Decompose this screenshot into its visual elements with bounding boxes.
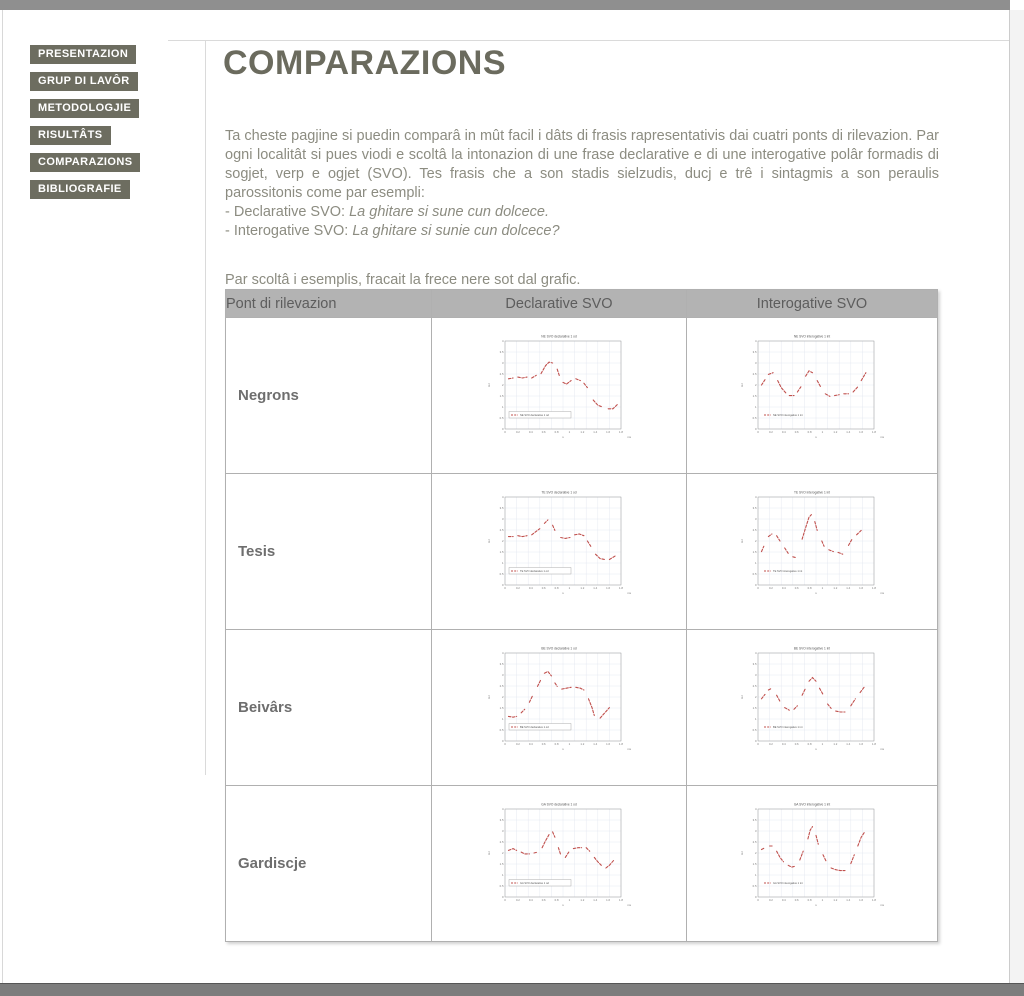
svg-text:Hz: Hz bbox=[487, 695, 491, 699]
svg-text:BE SVO interogative 1 int: BE SVO interogative 1 int bbox=[793, 646, 831, 651]
svg-text:0: 0 bbox=[754, 739, 757, 743]
example-interogative bbox=[225, 222, 939, 241]
svg-text:0.4: 0.4 bbox=[781, 586, 786, 590]
svg-text:1.2: 1.2 bbox=[580, 586, 585, 590]
table-row-tesis bbox=[226, 474, 938, 630]
svg-text:0.6: 0.6 bbox=[541, 586, 546, 590]
svg-text:s: s bbox=[562, 435, 564, 439]
svg-text:ms: ms bbox=[627, 747, 631, 751]
svg-text:TE SVO declarative 1 od: TE SVO declarative 1 od bbox=[541, 490, 577, 495]
svg-text:1.5: 1.5 bbox=[752, 706, 757, 710]
svg-text:1.6: 1.6 bbox=[606, 586, 611, 590]
svg-text:1: 1 bbox=[754, 873, 757, 877]
svg-text:s: s bbox=[815, 435, 817, 439]
svg-text:BE SVO declarative 1 od: BE SVO declarative 1 od bbox=[541, 646, 577, 651]
svg-text:3.5: 3.5 bbox=[752, 350, 757, 354]
header-pont-di-rilevazion: Pont di rilevazion bbox=[226, 290, 432, 318]
svg-text:s: s bbox=[562, 591, 564, 595]
svg-text:0: 0 bbox=[501, 895, 504, 899]
svg-text:0.4: 0.4 bbox=[781, 742, 786, 746]
table-header-row bbox=[226, 290, 938, 318]
svg-text:0.8: 0.8 bbox=[807, 430, 812, 434]
svg-text:1.8: 1.8 bbox=[619, 586, 623, 590]
row-label-gardiscje: Gardiscje bbox=[226, 786, 432, 942]
svg-text:1.6: 1.6 bbox=[606, 430, 611, 434]
sidebar-item-bibliografie[interactable]: BIBLIOGRAFIE bbox=[30, 180, 130, 199]
svg-text:0: 0 bbox=[757, 586, 759, 590]
svg-text:1.8: 1.8 bbox=[619, 430, 623, 434]
intro-paragraph: Ta cheste pagjine si puedin comparâ in mût facil i dâts di frasis rapresentativis dai cuatri ponts di rilevazion. Par ogni localitât si pues viodi e scoltâ la intonazion di une frase declarative e di une interogative polâr formadis di sogjet, verp e ogjet (SVO). Tes frasis che a son stadis sielzudis, ducj e trê i sintagmis a son peraulis parossitonis come par esempli: bbox=[225, 127, 939, 201]
svg-text:GA SVO interogative 1 int: GA SVO interogative 1 int bbox=[793, 802, 831, 807]
svg-text:ms: ms bbox=[880, 747, 884, 751]
svg-text:0.6: 0.6 bbox=[541, 898, 546, 902]
svg-text:1: 1 bbox=[821, 898, 824, 902]
header-interogative-svo: Interogative SVO bbox=[687, 290, 938, 318]
svg-text:3: 3 bbox=[501, 673, 504, 677]
example-declarative-label: - Declarative SVO: bbox=[225, 204, 346, 220]
svg-text:0.2: 0.2 bbox=[515, 898, 520, 902]
example-sentences bbox=[225, 203, 939, 241]
svg-text:3.5: 3.5 bbox=[499, 662, 504, 666]
svg-text:0.5: 0.5 bbox=[499, 572, 504, 576]
svg-text:NE SVO declarative 1 od: NE SVO declarative 1 od bbox=[520, 414, 549, 417]
listen-instruction: Par scoltâ i esemplis, fracait la frece nere sot dal grafic. bbox=[225, 271, 581, 288]
svg-text:2: 2 bbox=[501, 695, 504, 699]
pitch-chart-negrons-declarative bbox=[484, 332, 634, 454]
row-label-tesis: Tesis bbox=[226, 474, 432, 630]
svg-text:0.6: 0.6 bbox=[794, 430, 799, 434]
example-declarative-sentence: La ghitare si sune cun dolcece. bbox=[349, 204, 550, 220]
header-declarative-svo: Declarative SVO bbox=[432, 290, 687, 318]
svg-text:1: 1 bbox=[568, 586, 571, 590]
row-label-negrons: Negrons bbox=[226, 318, 432, 474]
svg-text:2: 2 bbox=[754, 695, 757, 699]
pitch-chart-beivars-interogative bbox=[737, 644, 887, 766]
svg-text:0: 0 bbox=[754, 895, 757, 899]
page-title: COMPARAZIONS bbox=[223, 44, 507, 82]
svg-text:TE SVO interogative 1 int: TE SVO interogative 1 int bbox=[773, 570, 803, 573]
row-label-beivars: Beivârs bbox=[226, 630, 432, 786]
svg-text:s: s bbox=[562, 903, 564, 907]
svg-text:4: 4 bbox=[754, 339, 757, 343]
svg-text:0: 0 bbox=[501, 739, 504, 743]
svg-text:1: 1 bbox=[754, 405, 757, 409]
svg-text:Hz: Hz bbox=[740, 383, 744, 387]
svg-text:1: 1 bbox=[821, 430, 824, 434]
svg-text:0: 0 bbox=[757, 898, 759, 902]
svg-text:1.4: 1.4 bbox=[593, 742, 598, 746]
svg-text:NE SVO interogative 1 int: NE SVO interogative 1 int bbox=[793, 334, 831, 339]
table-row-beivars bbox=[226, 630, 938, 786]
sidebar-item-risultats[interactable]: RISULTÂTS bbox=[30, 126, 111, 145]
svg-text:1.4: 1.4 bbox=[593, 430, 598, 434]
svg-text:3.5: 3.5 bbox=[752, 662, 757, 666]
svg-text:1.8: 1.8 bbox=[872, 586, 876, 590]
svg-text:0.4: 0.4 bbox=[528, 898, 533, 902]
svg-text:1.5: 1.5 bbox=[752, 550, 757, 554]
svg-text:1.5: 1.5 bbox=[499, 550, 504, 554]
svg-text:0.5: 0.5 bbox=[752, 416, 757, 420]
svg-text:0.8: 0.8 bbox=[554, 898, 559, 902]
svg-text:Hz: Hz bbox=[487, 383, 491, 387]
svg-text:4: 4 bbox=[501, 651, 504, 655]
svg-text:1.8: 1.8 bbox=[872, 898, 876, 902]
svg-text:Hz: Hz bbox=[740, 851, 744, 855]
svg-text:0: 0 bbox=[504, 586, 506, 590]
svg-text:4: 4 bbox=[754, 495, 757, 499]
svg-text:0.5: 0.5 bbox=[752, 884, 757, 888]
svg-text:0.4: 0.4 bbox=[781, 898, 786, 902]
svg-text:2: 2 bbox=[501, 851, 504, 855]
svg-text:3.5: 3.5 bbox=[752, 506, 757, 510]
pitch-chart-tesis-interogative bbox=[737, 488, 887, 610]
svg-text:1.4: 1.4 bbox=[593, 586, 598, 590]
svg-text:1.6: 1.6 bbox=[859, 742, 864, 746]
top-bar bbox=[0, 0, 1010, 10]
svg-text:ms: ms bbox=[627, 903, 631, 907]
svg-text:1: 1 bbox=[821, 586, 824, 590]
sidebar-divider bbox=[205, 41, 206, 775]
svg-text:1: 1 bbox=[501, 873, 504, 877]
svg-text:Hz: Hz bbox=[740, 695, 744, 699]
table-row-negrons bbox=[226, 318, 938, 474]
svg-text:2: 2 bbox=[501, 539, 504, 543]
svg-text:1.6: 1.6 bbox=[859, 898, 864, 902]
svg-text:Hz: Hz bbox=[487, 851, 491, 855]
svg-text:4: 4 bbox=[501, 495, 504, 499]
svg-text:0.6: 0.6 bbox=[541, 742, 546, 746]
svg-text:1: 1 bbox=[568, 742, 571, 746]
svg-text:1.2: 1.2 bbox=[833, 430, 838, 434]
svg-text:0.2: 0.2 bbox=[768, 430, 773, 434]
svg-text:0.4: 0.4 bbox=[528, 586, 533, 590]
svg-text:2: 2 bbox=[754, 539, 757, 543]
pitch-chart-beivars-declarative bbox=[484, 644, 634, 766]
svg-text:GA SVO declarative 1 od: GA SVO declarative 1 od bbox=[520, 882, 549, 885]
svg-text:0.8: 0.8 bbox=[554, 430, 559, 434]
svg-text:1.5: 1.5 bbox=[499, 706, 504, 710]
right-margin bbox=[1009, 10, 1024, 983]
svg-text:0: 0 bbox=[754, 427, 757, 431]
svg-text:0.2: 0.2 bbox=[768, 742, 773, 746]
svg-text:Hz: Hz bbox=[487, 539, 491, 543]
svg-text:3.5: 3.5 bbox=[499, 818, 504, 822]
svg-text:1: 1 bbox=[568, 898, 571, 902]
svg-text:4: 4 bbox=[754, 651, 757, 655]
svg-text:3: 3 bbox=[754, 829, 757, 833]
svg-text:0.8: 0.8 bbox=[807, 742, 812, 746]
svg-text:1.8: 1.8 bbox=[872, 430, 876, 434]
svg-text:2: 2 bbox=[754, 383, 757, 387]
svg-text:BE SVO declarative 1 od: BE SVO declarative 1 od bbox=[520, 726, 549, 729]
svg-text:0: 0 bbox=[504, 430, 506, 434]
svg-text:GA SVO interogative 1 int: GA SVO interogative 1 int bbox=[773, 882, 803, 885]
svg-text:1.6: 1.6 bbox=[859, 586, 864, 590]
sidebar-item-presentazion[interactable]: PRESENTAZION bbox=[30, 45, 136, 64]
svg-text:1.5: 1.5 bbox=[499, 394, 504, 398]
svg-text:0.6: 0.6 bbox=[794, 586, 799, 590]
svg-text:1.5: 1.5 bbox=[752, 862, 757, 866]
svg-text:0.4: 0.4 bbox=[781, 430, 786, 434]
svg-text:3: 3 bbox=[754, 361, 757, 365]
svg-text:0.5: 0.5 bbox=[752, 572, 757, 576]
example-interogative-sentence: La ghitare si sunie cun dolcece? bbox=[352, 223, 560, 239]
svg-text:1.5: 1.5 bbox=[499, 862, 504, 866]
svg-text:s: s bbox=[815, 591, 817, 595]
svg-text:3.5: 3.5 bbox=[499, 506, 504, 510]
svg-text:1: 1 bbox=[568, 430, 571, 434]
svg-text:0: 0 bbox=[501, 583, 504, 587]
svg-text:0.5: 0.5 bbox=[752, 728, 757, 732]
svg-text:1.6: 1.6 bbox=[859, 430, 864, 434]
example-interogative-label: - Interogative SVO: bbox=[225, 223, 349, 239]
svg-text:0.6: 0.6 bbox=[794, 742, 799, 746]
svg-text:0.2: 0.2 bbox=[515, 742, 520, 746]
svg-text:1.8: 1.8 bbox=[619, 742, 623, 746]
svg-text:1.4: 1.4 bbox=[593, 898, 598, 902]
svg-text:s: s bbox=[815, 747, 817, 751]
pitch-chart-tesis-declarative bbox=[484, 488, 634, 610]
svg-text:2.5: 2.5 bbox=[499, 684, 504, 688]
svg-text:1: 1 bbox=[501, 717, 504, 721]
pitch-chart-negrons-interogative bbox=[737, 332, 887, 454]
pitch-chart-gardiscje-declarative bbox=[484, 800, 634, 922]
svg-text:Hz: Hz bbox=[740, 539, 744, 543]
svg-text:TE SVO interogative 1 int: TE SVO interogative 1 int bbox=[794, 490, 830, 495]
svg-text:0.6: 0.6 bbox=[541, 430, 546, 434]
svg-text:ms: ms bbox=[880, 591, 884, 595]
svg-text:3.5: 3.5 bbox=[752, 818, 757, 822]
svg-text:1.2: 1.2 bbox=[580, 742, 585, 746]
svg-text:1.2: 1.2 bbox=[833, 742, 838, 746]
svg-text:0.2: 0.2 bbox=[768, 898, 773, 902]
svg-text:3: 3 bbox=[501, 361, 504, 365]
svg-text:NE SVO declarative 1 od: NE SVO declarative 1 od bbox=[541, 334, 577, 339]
svg-text:0.5: 0.5 bbox=[499, 884, 504, 888]
svg-text:1.6: 1.6 bbox=[606, 742, 611, 746]
svg-text:0.5: 0.5 bbox=[499, 728, 504, 732]
svg-text:0: 0 bbox=[757, 430, 759, 434]
svg-text:1: 1 bbox=[501, 405, 504, 409]
svg-text:2.5: 2.5 bbox=[752, 840, 757, 844]
svg-text:1: 1 bbox=[754, 561, 757, 565]
svg-text:0: 0 bbox=[501, 427, 504, 431]
header-rule bbox=[168, 40, 1009, 41]
svg-text:0.5: 0.5 bbox=[499, 416, 504, 420]
svg-text:0: 0 bbox=[504, 898, 506, 902]
svg-text:2.5: 2.5 bbox=[499, 372, 504, 376]
svg-text:3: 3 bbox=[501, 829, 504, 833]
svg-text:ms: ms bbox=[880, 903, 884, 907]
svg-text:0.2: 0.2 bbox=[515, 430, 520, 434]
svg-text:1: 1 bbox=[501, 561, 504, 565]
svg-text:0.4: 0.4 bbox=[528, 742, 533, 746]
svg-text:1.5: 1.5 bbox=[752, 394, 757, 398]
svg-text:4: 4 bbox=[754, 807, 757, 811]
svg-text:2.5: 2.5 bbox=[752, 528, 757, 532]
svg-text:0.8: 0.8 bbox=[807, 586, 812, 590]
svg-text:0.2: 0.2 bbox=[768, 586, 773, 590]
svg-text:ms: ms bbox=[627, 591, 631, 595]
svg-text:2.5: 2.5 bbox=[499, 840, 504, 844]
svg-text:ms: ms bbox=[627, 435, 631, 439]
svg-text:1.2: 1.2 bbox=[833, 586, 838, 590]
svg-text:0.2: 0.2 bbox=[515, 586, 520, 590]
svg-text:4: 4 bbox=[501, 807, 504, 811]
svg-text:3: 3 bbox=[754, 673, 757, 677]
svg-text:1.4: 1.4 bbox=[846, 898, 851, 902]
svg-text:3: 3 bbox=[501, 517, 504, 521]
sidebar-item-comparazions[interactable]: COMPARAZIONS bbox=[30, 153, 140, 172]
svg-text:ms: ms bbox=[880, 435, 884, 439]
svg-text:0.8: 0.8 bbox=[554, 742, 559, 746]
svg-text:4: 4 bbox=[501, 339, 504, 343]
svg-text:0: 0 bbox=[504, 742, 506, 746]
svg-text:BE SVO interogative 1 int: BE SVO interogative 1 int bbox=[773, 726, 803, 729]
bottom-bar bbox=[0, 983, 1024, 996]
svg-text:1.2: 1.2 bbox=[580, 430, 585, 434]
example-declarative bbox=[225, 203, 939, 222]
svg-text:1.2: 1.2 bbox=[580, 898, 585, 902]
svg-text:TE SVO declarative 1 od: TE SVO declarative 1 od bbox=[520, 570, 549, 573]
svg-text:1.2: 1.2 bbox=[833, 898, 838, 902]
sidebar-nav bbox=[30, 45, 195, 207]
svg-text:3.5: 3.5 bbox=[499, 350, 504, 354]
svg-text:1.8: 1.8 bbox=[619, 898, 623, 902]
svg-text:2: 2 bbox=[501, 383, 504, 387]
svg-text:s: s bbox=[815, 903, 817, 907]
svg-text:2.5: 2.5 bbox=[752, 684, 757, 688]
svg-text:0.8: 0.8 bbox=[807, 898, 812, 902]
svg-text:1: 1 bbox=[754, 717, 757, 721]
svg-text:0.6: 0.6 bbox=[794, 898, 799, 902]
svg-text:3: 3 bbox=[754, 517, 757, 521]
pitch-chart-gardiscje-interogative bbox=[737, 800, 887, 922]
sidebar-item-metodologjie[interactable]: METODOLOGJIE bbox=[30, 99, 139, 118]
sidebar-item-grup-di-lavor[interactable]: GRUP DI LAVÔR bbox=[30, 72, 138, 91]
table-row-gardiscje bbox=[226, 786, 938, 942]
svg-text:1: 1 bbox=[821, 742, 824, 746]
svg-text:s: s bbox=[562, 747, 564, 751]
svg-text:0: 0 bbox=[757, 742, 759, 746]
svg-text:1.4: 1.4 bbox=[846, 430, 851, 434]
svg-text:GA SVO declarative 1 od: GA SVO declarative 1 od bbox=[541, 802, 577, 807]
svg-text:2.5: 2.5 bbox=[499, 528, 504, 532]
svg-text:1.4: 1.4 bbox=[846, 742, 851, 746]
svg-text:0.8: 0.8 bbox=[554, 586, 559, 590]
svg-text:0.4: 0.4 bbox=[528, 430, 533, 434]
svg-text:0: 0 bbox=[754, 583, 757, 587]
comparison-table bbox=[225, 289, 938, 942]
svg-text:2: 2 bbox=[754, 851, 757, 855]
svg-text:1.6: 1.6 bbox=[606, 898, 611, 902]
svg-text:2.5: 2.5 bbox=[752, 372, 757, 376]
svg-text:1.4: 1.4 bbox=[846, 586, 851, 590]
svg-text:NE SVO interogative 1 int: NE SVO interogative 1 int bbox=[773, 414, 803, 417]
left-border bbox=[2, 10, 3, 983]
svg-text:1.8: 1.8 bbox=[872, 742, 876, 746]
